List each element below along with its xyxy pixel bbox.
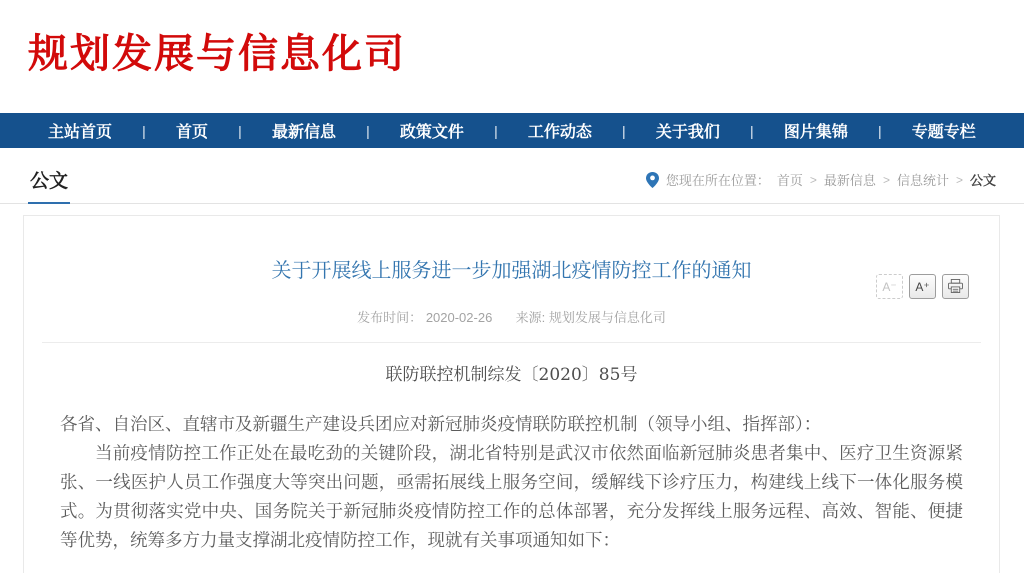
location-pin-icon [646, 172, 659, 188]
breadcrumb-link-1[interactable]: 最新信息 [823, 173, 876, 188]
nav-item-6[interactable]: 图片集锦 [783, 124, 848, 141]
breadcrumb [646, 170, 996, 203]
article-paragraph-1: 当前疫情防控工作正处在最吃劲的关键阶段，湖北省特别是武汉市依然面临新冠肺炎患者集中、医疗卫生资源紧张、一线医护人员工作强度大等突出问题，亟需拓展线上服务空间，缓解线下诊疗压力，构建线上线下一体化服务模式。为贯彻落实党中央、国务院关于新冠肺炎疫情防控工作的总体部署，充分发挥线上服务远程、高效、智能、便捷等优势，统筹多方力量支撑湖北疫情防控工作，现就有关事项通知如下： [60, 444, 963, 551]
breadcrumb-separator: > [809, 172, 817, 187]
print-button[interactable] [942, 274, 969, 299]
breadcrumb-link-2[interactable]: 信息统计 [896, 173, 949, 188]
nav-separator: | [877, 122, 882, 139]
site-header [0, 0, 1024, 113]
article-panel [23, 215, 1000, 573]
breadcrumb-separator: > [882, 172, 890, 187]
nav-item-2[interactable]: 最新信息 [271, 124, 336, 141]
breadcrumb-separator: > [955, 172, 963, 187]
section-label: 公文 [28, 166, 70, 204]
nav-item-0[interactable]: 主站首页 [48, 124, 113, 141]
publish-label: 发布时间： [357, 310, 423, 325]
document-number: 联防联控机制综发〔2020〕85号 [385, 365, 638, 385]
nav-separator: | [750, 122, 754, 139]
article-title: 关于开展线上服务进一步加强湖北疫情防控工作的通知 [271, 260, 752, 282]
section-row [0, 148, 1024, 204]
nav-separator: | [238, 122, 242, 139]
breadcrumb-prefix: 您现在所在位置： [665, 173, 770, 188]
font-increase-button[interactable]: A⁺ [909, 274, 936, 299]
article-meta [24, 307, 999, 326]
nav-item-7[interactable]: 专题专栏 [911, 124, 976, 141]
breadcrumb-link-0[interactable]: 首页 [776, 173, 803, 188]
publish-date: 2020-02-26 [425, 310, 493, 325]
breadcrumb-current: 公文 [969, 173, 996, 188]
nav-separator: | [142, 122, 146, 139]
nav-separator: | [366, 122, 370, 139]
nav-item-3[interactable]: 政策文件 [399, 124, 464, 141]
source-value: 规划发展与信息化司 [548, 310, 666, 325]
nav-item-5[interactable]: 关于我们 [655, 124, 720, 141]
meta-divider [42, 342, 981, 343]
site-title: 规划发展与信息化司 [28, 32, 406, 76]
source-label: 来源: [515, 310, 546, 325]
nav-separator: | [494, 122, 498, 139]
breadcrumb-items [777, 170, 996, 189]
nav-item-1[interactable]: 首页 [175, 124, 208, 141]
nav-separator: | [622, 122, 626, 139]
font-decrease-button[interactable]: A⁻ [876, 274, 903, 299]
font-print-toolbar [876, 274, 969, 299]
main-nav [0, 113, 1024, 148]
printer-icon [948, 279, 963, 295]
article-paragraph-0: 各省、自治区、直辖市及新疆生产建设兵团应对新冠肺炎疫情联防联控机制（领导小组、指挥部）： [60, 415, 822, 435]
nav-item-4[interactable]: 工作动态 [527, 124, 592, 141]
article-body [60, 411, 963, 556]
